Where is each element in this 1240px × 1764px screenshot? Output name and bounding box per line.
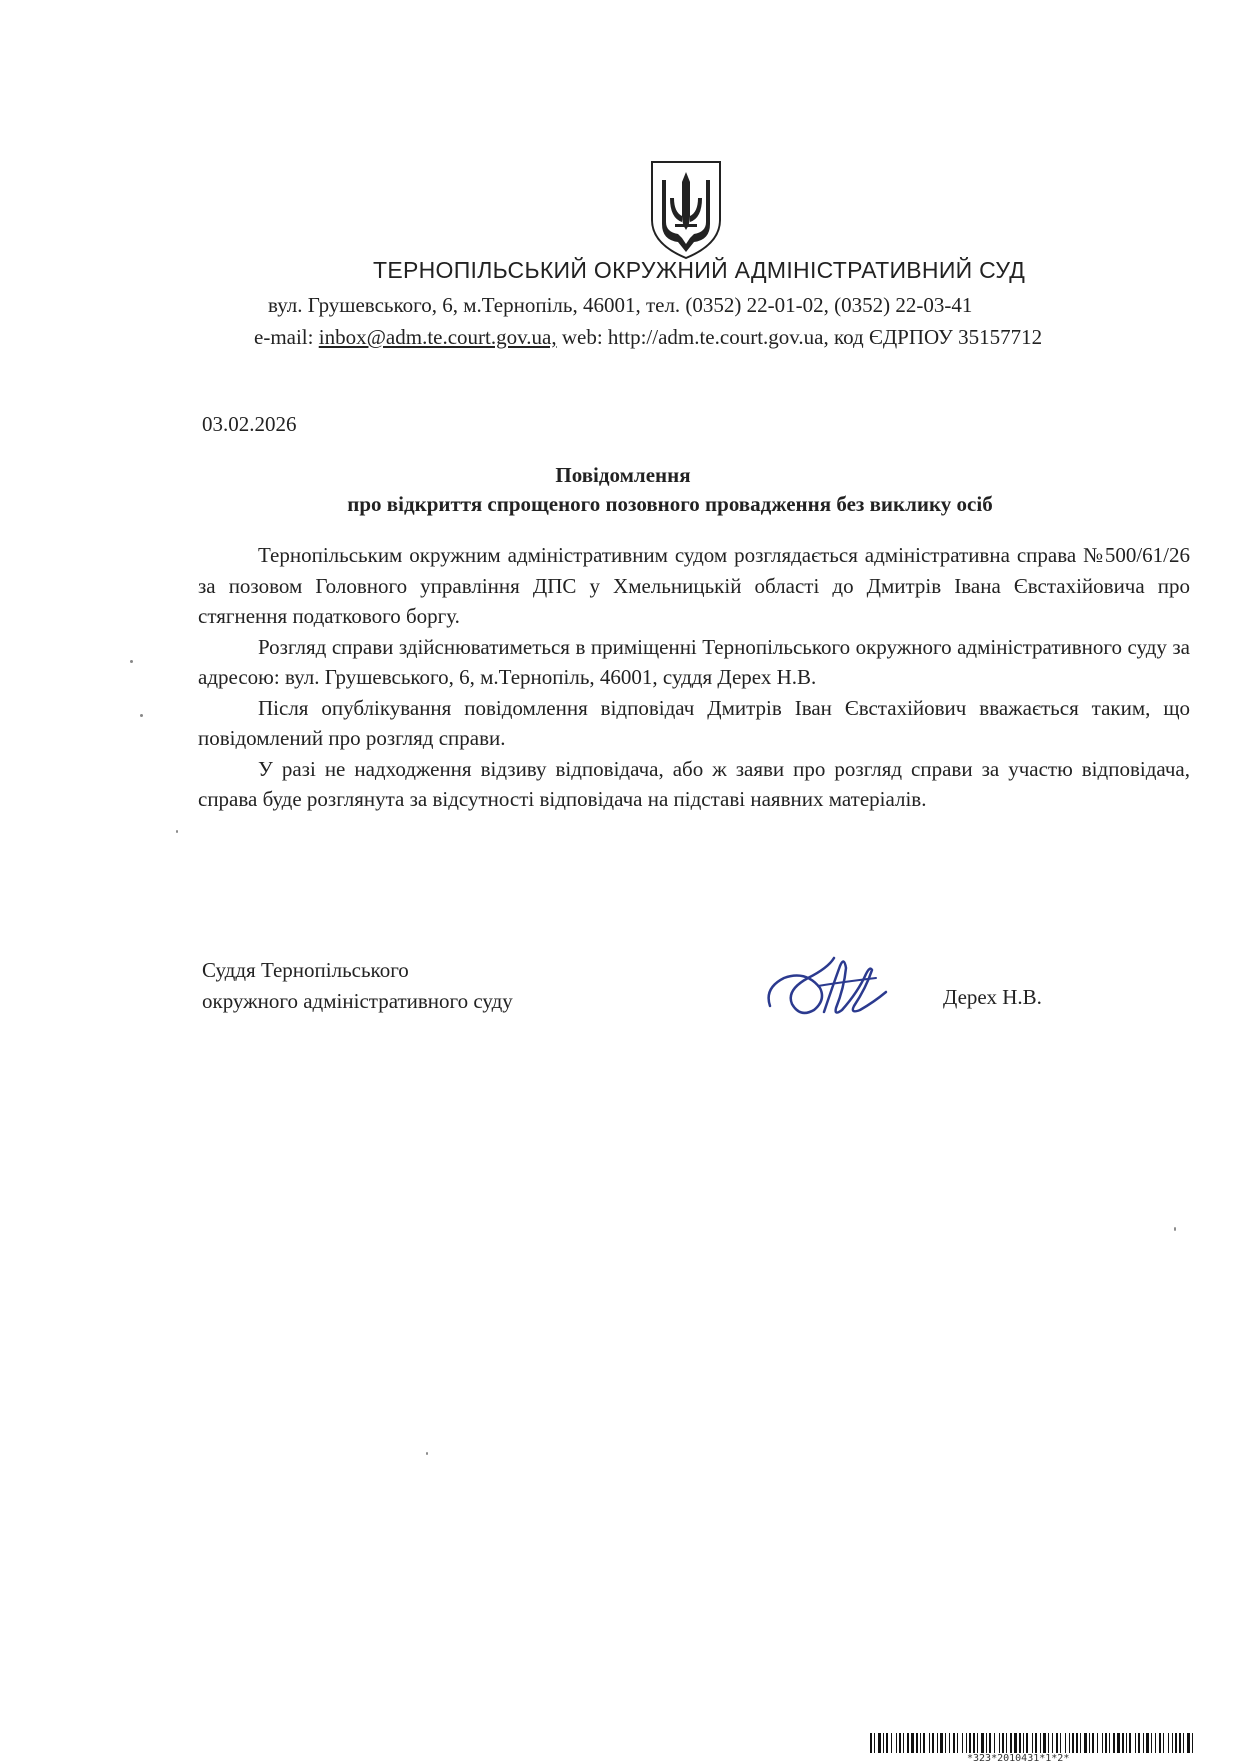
body-paragraph-1: Тернопільським окружним адміністративним судом розглядається адміністративна справа №500/61/26 за позовом Головного управління ДПС у Хмельницькій області до Дмитрів Івана Євстахійовича про стягнення податкового боргу. <box>198 543 1190 628</box>
barcode-bar <box>981 1733 984 1753</box>
barcode-bar <box>1146 1733 1149 1753</box>
web-and-code: web: http://adm.te.court.gov.ua, код ЄДРПОУ 35157712 <box>556 325 1043 349</box>
signatory-name: Дерех Н.В. <box>943 985 1042 1009</box>
barcode-bar <box>937 1733 938 1753</box>
barcode-bar <box>1026 1733 1028 1753</box>
barcode-bar <box>1010 1733 1012 1753</box>
barcode-bar <box>1109 1733 1110 1753</box>
barcode-bar <box>891 1733 892 1753</box>
barcode-bar <box>1155 1733 1156 1753</box>
scan-speck <box>1174 1227 1176 1231</box>
barcode-bar <box>940 1733 943 1753</box>
barcode-bar <box>973 1733 975 1753</box>
scan-speck <box>176 830 178 833</box>
barcode-bar <box>957 1733 958 1753</box>
barcode-bar <box>1138 1733 1140 1753</box>
barcode-bar <box>1183 1733 1184 1753</box>
barcode-bar <box>953 1733 955 1753</box>
barcode-bar <box>1060 1733 1061 1753</box>
barcode-bar <box>1129 1733 1131 1753</box>
barcode-bar <box>962 1733 963 1753</box>
barcode-bar <box>874 1733 875 1753</box>
barcode-bar <box>1163 1733 1164 1753</box>
barcode-bar <box>949 1733 950 1753</box>
barcode-bar <box>986 1733 987 1753</box>
body-paragraph-4: У разі не надходження відзиву відповідача, або ж заяви про розгляд справи за участю відповідача, справа буде розглянута за відсутності відповідача на підставі наявних матеріалів. <box>198 756 1190 811</box>
barcode-bar <box>1126 1733 1127 1753</box>
barcode-bar <box>1006 1733 1007 1753</box>
signatory-title-line-2: окружного адміністративного суду <box>202 989 513 1013</box>
body-paragraph-3: Після опублікування повідомлення відповідач Дмитрів Іван Євстахійович вважається таким, що повідомлений про розгляд справи. <box>198 695 1190 750</box>
barcode-bar <box>1187 1733 1190 1753</box>
barcode-bar <box>1019 1733 1021 1753</box>
barcode-bar <box>1080 1733 1081 1753</box>
document-subtitle: про відкриття спрощеного позовного провадження без виклику осіб <box>347 492 993 516</box>
barcode-bar <box>899 1733 901 1753</box>
handwritten-signature <box>762 948 890 1024</box>
barcode-bar <box>1032 1733 1033 1753</box>
scan-speck <box>426 1452 428 1455</box>
barcode-bar <box>1072 1733 1074 1753</box>
email-label: e-mail: <box>254 325 319 349</box>
barcode-bar <box>932 1733 934 1753</box>
barcode-bar <box>1014 1733 1017 1753</box>
barcode-bar <box>1097 1733 1098 1753</box>
barcode-bar <box>1084 1733 1087 1753</box>
body-paragraph-2: Розгляд справи здійснюватиметься в приміщенні Тернопільського окружного адміністративного суду за адресою: вул. Грушевського, 6, м.Тернопіль, 46001, суддя Дерех Н.В. <box>198 634 1190 689</box>
barcode-bar <box>1023 1733 1024 1753</box>
barcode-bar <box>1102 1733 1103 1753</box>
barcode-bar <box>999 1733 1000 1753</box>
barcode-bar <box>916 1733 918 1753</box>
signatory-title <box>202 955 513 1017</box>
barcode-bar <box>907 1733 909 1753</box>
barcode-bar <box>1048 1733 1049 1753</box>
barcode-bar <box>896 1733 897 1753</box>
barcode-bar <box>1065 1733 1066 1753</box>
barcode-bar <box>1159 1733 1161 1753</box>
barcode-bar <box>994 1733 995 1753</box>
barcode-bar <box>1043 1733 1046 1753</box>
barcode-bar <box>966 1733 967 1753</box>
barcode-bar <box>1069 1733 1070 1753</box>
barcode-bar <box>1168 1733 1169 1753</box>
barcode-bar <box>870 1733 872 1753</box>
barcode-number: *323*2010431*1*2* <box>967 1753 1070 1764</box>
coat-of-arms-icon <box>648 158 724 262</box>
barcode-bar <box>1175 1733 1177 1753</box>
court-address: вул. Грушевського, 6, м.Тернопіль, 46001, тел. (0352) 22-01-02, (0352) 22-03-41 <box>268 293 973 317</box>
barcode-bar <box>1089 1733 1090 1753</box>
barcode-bar <box>903 1733 904 1753</box>
barcode-bar <box>1122 1733 1124 1753</box>
email-link[interactable]: inbox@adm.te.court.gov.ua, <box>318 325 557 349</box>
barcode-bar <box>1151 1733 1152 1753</box>
signatory-title-line-1: Суддя Тернопільського <box>202 958 409 982</box>
barcode-bar <box>1113 1733 1115 1753</box>
barcode-bar <box>989 1733 991 1753</box>
barcode-bar <box>923 1733 925 1753</box>
barcode-bar <box>1179 1733 1181 1753</box>
scan-speck <box>140 714 143 717</box>
barcode-bar <box>1143 1733 1144 1753</box>
barcode-bar <box>920 1733 921 1753</box>
barcode-bar <box>883 1733 884 1753</box>
document-title: Повідомлення <box>555 463 691 487</box>
barcode-bar <box>1172 1733 1173 1753</box>
court-name: ТЕРНОПІЛЬСЬКИЙ ОКРУЖНИЙ АДМІНІСТРАТИВНИЙ СУД <box>373 257 1026 283</box>
barcode-bar <box>929 1733 930 1753</box>
barcode-bar <box>969 1733 971 1753</box>
court-contacts <box>254 325 1042 350</box>
barcode-bar <box>1002 1733 1004 1753</box>
barcode-bar <box>1035 1733 1037 1753</box>
barcode-bar <box>911 1733 914 1753</box>
barcode-bar <box>1052 1733 1053 1753</box>
barcode-bar <box>1056 1733 1058 1753</box>
document-date: 03.02.2026 <box>202 412 297 436</box>
barcode-bar <box>878 1733 881 1753</box>
barcode-bar <box>1092 1733 1094 1753</box>
barcode-graphic <box>870 1733 1195 1753</box>
barcode-bar <box>977 1733 978 1753</box>
barcode-bar <box>1117 1733 1120 1753</box>
barcode-bar <box>945 1733 946 1753</box>
barcode-bar <box>1040 1733 1041 1753</box>
barcode-bar <box>1105 1733 1107 1753</box>
barcode-bar <box>1135 1733 1136 1753</box>
barcode-bar <box>1192 1733 1193 1753</box>
document-body <box>198 540 1190 815</box>
barcode-bar <box>1076 1733 1078 1753</box>
scan-speck <box>130 660 133 663</box>
barcode-bar <box>886 1733 888 1753</box>
